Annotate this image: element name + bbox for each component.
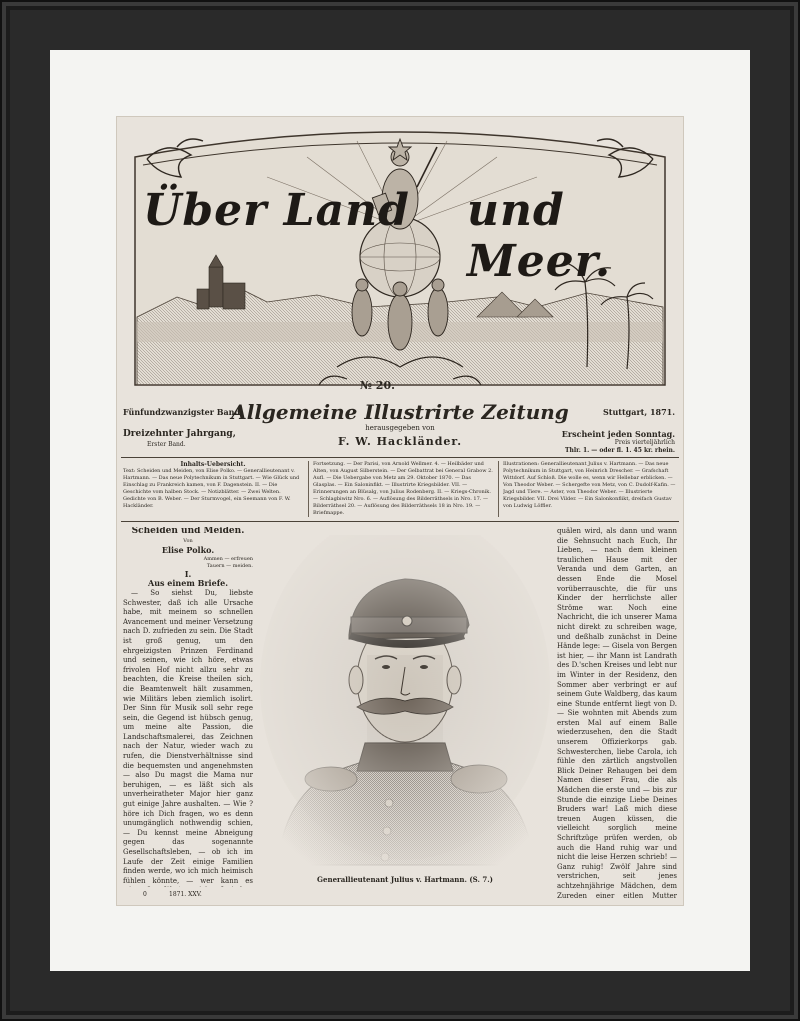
toc-text-2: Fortsetzung. — Der Parisi, von Arnold Wellmer. 4. — Heilbäder und Alten, von August Silberstein. — Der Gelbattrat bei General Grabow 2. Aufl. — Die Uebergabe von Metz am 29. Oktober 1870. — Das Glasplas. — Ein Saloninfikt. — Illustrirte Kriegsbilder. VII. — Erinnerungen an Blüsalg, von Julius Rodenberg. II. — Kriegs-Chronik. — Schlagbiwitz Nro. 6. — Auflösung des Bilderräthsels in Nro. 17. — Bilderräthsel 20. — Auflösung des Bilderräthsels 18 in Nro. 19. — Briefmappe.	[313, 461, 493, 516]
editor-label: herausgegeben von	[365, 424, 435, 432]
toc-column-1	[123, 461, 303, 519]
masthead-title-left: Über Land	[143, 185, 410, 236]
footer-signature: 0	[143, 891, 147, 898]
schedule: Erscheint jeden Sonntag.	[561, 429, 675, 439]
toc-text-1: Text: Scheiden und Meiden, von Elise Polko. — Generallieutenant v. Hartmann. — Das neue Polytechnikum in Stuttgart. — Wie Glück und Einschlag zu Frankreich kamen, von F. Dagenstein. II. — Die Geschichte vom halben Stock. — Notizblätter. — Zwei Welten. Gedichte von B. Weber. — Der Sturmvogel, ein Seemann von F. W. Hackländer.	[123, 468, 300, 509]
toc-divider-2	[498, 461, 499, 517]
toc-heading: Inhalts-Uebersicht.	[180, 461, 246, 468]
toc-top-rule	[121, 457, 679, 458]
article-by: Von	[183, 537, 193, 544]
toc-text-3: Illustrationen: Generallieutenant Julius v. Hartmann. — Das neue Polytechnikum in Stuttgart, von Heinrich Drescher. — Grafschaft Wittdorf. Auf Schloß. Die wolle es, wenn wir Hellebar erblicken. — Von Theodor Weber. — Schergefte von Metz, von C. Dudolf-Kafin. — Jagd und Tiere. — Aster, von Theodor Weber. — Illustrierte Kriegsbilder. VII. Drei Vilder. — Ein Salonkonflikt, dreifach Gustav von Ludwig Löffler.	[503, 461, 676, 509]
masthead-title-right: und Meer.	[467, 185, 612, 287]
editor-name: F. W. Hackländer.	[337, 435, 463, 448]
article-motto-1: Ammen — erfreuen	[203, 555, 253, 562]
band-label: Fünfundzwanzigster Band.	[123, 407, 243, 417]
article-column-left	[123, 527, 253, 887]
toc-column-2	[313, 461, 493, 519]
toc-bottom-rule	[121, 521, 679, 522]
jahrgang-label: Dreizehnter Jahrgang,	[123, 429, 236, 439]
toc-divider-1	[308, 461, 309, 517]
masthead-subtitle: Allgemeine Illustrirte Zeitung	[231, 400, 569, 424]
toc-column-3	[503, 461, 677, 519]
article-author: Elise Polko.	[161, 545, 215, 556]
issue-number: № 20.	[360, 379, 395, 392]
article-text-left: — So siehst Du, liebste Schwester, daß ich alle Ursache habe, mit meinem so schnellen Avancement und meiner Versetzung nach D. zufrieden zu sein. Die Stadt ist groß genug, um den ehrgeizigsten Prinzen Ferdinand und seinen, wie ich höre, etwas frivolen Hof nicht allzu sehr zu beachten, die Kreise theilen sich, die Beamtenwelt hält zusammen, wie Militärs leben ziemlich isolirt. Der Sinn für Musik soll sehr rege sein, die Gegend ist hübsch genug, um meine alte Passion, die Landschaftsmalerei, das Zeichnen nach der Natur, wieder wach zu rufen, die Dienstverhältnisse sind die bequemsten und angenehmsten — also Du magst die Mama nur beruhigen, — es läßt sich als unverheiratheter Major hier ganz gut einige Jahre aushalten. — Wie ? höre ich Dich fragen, wo es denn unumgänglich nothwendig schien, — Du kennst meine Abneigung gegen das sogenannte Gesellschaftsleben, — ob ich im Laufe der Zeit einige Familien finden werde, wo ich mich heimisch fühlen könnte, — wer kann es	[123, 588, 253, 885]
portrait-engraving	[257, 535, 553, 880]
article-title: Scheiden und Meiden.	[131, 527, 245, 536]
newspaper-page	[117, 117, 683, 905]
price-label: Preis vierteljährlich	[614, 439, 675, 446]
article-text-right: quälen wird, als dann und wann die Sehnsucht nach Euch, Ihr Lieben, — nach dem kleinen traulichen Hause mit der Veranda und dem Garten, an dessen Ende die Mosel vorüberrauschte, die für uns Kinder der herrlichste aller Ströme war. Noch eine Nachricht, die ich unserer Mama nicht direkt zu schreiben wage, und deßhalb zunächst in Deine Hände lege: — Gisela von Bergen ist hier, — ihr Mann ist Landrath des D.'schen Kreises und lebt nur im Winter in der Residenz, den Sommer aber verbringt er auf seinem Gute Waldberg, das kaum eine Stunde entfernt liegt von D. — Sie wohnten mit Abends zum ersten Mal auf einem Balle wiederzusehen, den die Stadt unserem Offizierkorps gab. Schwesterchen, liebe Carola, ich fühle den zärtlich angstvollen Blick Deiner Rehaugen bei dem Namen dieser Frau, die als Mädchen die erste und — bis zur Stunde die einzige Liebe Deines Bruders war! Laß mich diese treuen Augen küssen, die vielleicht sorglich meine Schriftzüge prüfen werden, ob auch die Hand ruhig war und nicht die leise Herzen schrieb! — Ganz ruhig! Zwölf Jahre sind verstrichen, seit jenes achtzehnjährige Mädchen, dem Zureden einer eitlen Mutter	[557, 527, 677, 899]
place-date: Stuttgart, 1871.	[603, 407, 675, 417]
jahrgang-sub: Erster Band.	[147, 441, 186, 448]
chapter-title: Aus einem Briefe.	[147, 578, 229, 589]
portrait-caption: Generallieutenant Julius v. Hartmann. (S. 7.)	[317, 875, 493, 884]
chapter-number: I.	[184, 568, 192, 579]
footer-year: 1871. XXV.	[169, 891, 202, 898]
article-column-right	[557, 527, 677, 899]
price: Thlr. 1. — oder fl. 1. 45 kr. rhein.	[565, 447, 675, 454]
article-motto-2: Tauern — meiden.	[206, 562, 253, 569]
